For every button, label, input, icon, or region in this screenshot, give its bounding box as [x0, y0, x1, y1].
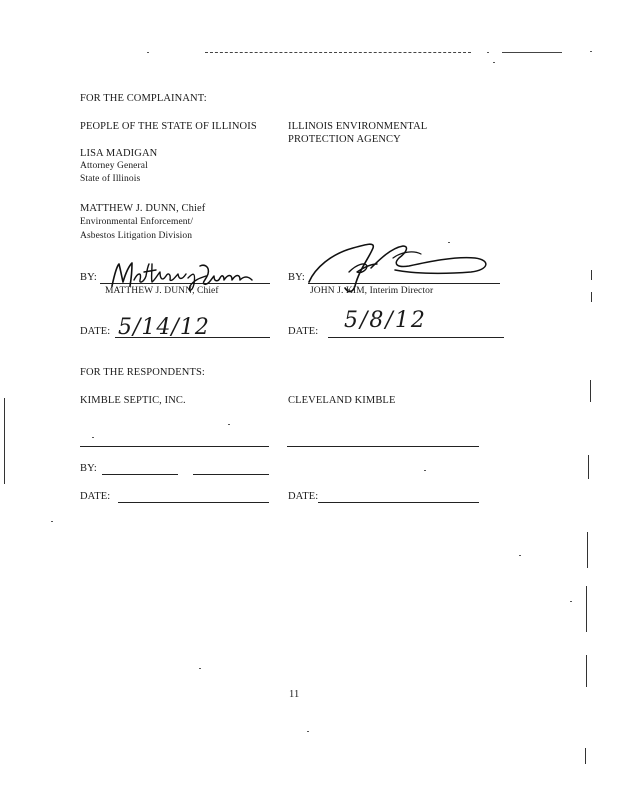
right-signer-caption: JOHN J. KIM, Interim Director [310, 286, 434, 296]
scan-speck [570, 601, 572, 602]
scan-speck [424, 470, 426, 471]
official-title-1: Attorney General [80, 161, 148, 171]
right-edge-mark [591, 292, 592, 302]
scan-speck [228, 424, 230, 425]
respondent-by-line-1 [102, 474, 178, 475]
right-edge-mark [591, 270, 592, 280]
right-edge-mark [586, 655, 587, 687]
official-name: LISA MADIGAN [80, 148, 158, 159]
respondent-left-signature-line [80, 446, 269, 447]
left-party-name: PEOPLE OF THE STATE OF ILLINOIS [80, 121, 257, 132]
left-date-written: 5/14/12 [118, 315, 210, 340]
right-edge-mark [586, 586, 587, 632]
right-by-label: BY: [288, 272, 305, 283]
scan-speck [51, 521, 53, 522]
signer-line-2: Environmental Enforcement/ [80, 217, 194, 227]
header-rule-right [502, 52, 562, 53]
right-edge-mark [585, 748, 586, 764]
respondent-left-date-label: DATE: [80, 491, 111, 502]
right-edge-mark [590, 380, 591, 402]
page-number: 11 [289, 689, 300, 700]
scan-speck [147, 52, 149, 53]
right-party-name-line-1: ILLINOIS ENVIRONMENTAL [288, 121, 428, 132]
complainant-heading: FOR THE COMPLAINANT: [80, 93, 207, 104]
signer-line-1: MATTHEW J. DUNN, Chief [80, 203, 206, 214]
respondent-by-line-2 [193, 474, 269, 475]
scan-speck [448, 242, 450, 243]
right-date-label: DATE: [288, 326, 319, 337]
respondent-right-name: CLEVELAND KIMBLE [288, 395, 396, 406]
left-by-label: BY: [80, 272, 97, 283]
scan-speck [487, 52, 489, 53]
right-date-line [328, 337, 504, 338]
left-edge-mark [4, 398, 5, 484]
respondents-heading: FOR THE RESPONDENTS: [80, 367, 205, 378]
header-rule-left [205, 52, 471, 53]
scan-speck [307, 731, 309, 732]
scan-speck [519, 555, 521, 556]
respondent-right-signature-line [287, 446, 479, 447]
scan-speck [92, 437, 94, 438]
right-edge-mark [588, 455, 589, 479]
left-date-label: DATE: [80, 326, 111, 337]
right-edge-mark [587, 532, 588, 568]
right-date-written: 5/8/12 [344, 308, 427, 333]
left-signer-caption: MATTHEW J. DUNN, Chief [105, 286, 219, 296]
signer-line-3: Asbestos Litigation Division [80, 231, 193, 241]
respondent-left-by-label: BY: [80, 463, 97, 474]
respondent-left-name: KIMBLE SEPTIC, INC. [80, 395, 186, 406]
official-title-2: State of Illinois [80, 174, 141, 184]
respondent-right-date-label: DATE: [288, 491, 319, 502]
right-party-name-line-2: PROTECTION AGENCY [288, 134, 401, 145]
scan-speck [493, 62, 495, 63]
respondent-left-date-line [118, 502, 269, 503]
scan-speck [590, 51, 592, 52]
respondent-right-date-line [318, 502, 479, 503]
scan-speck [199, 668, 201, 669]
